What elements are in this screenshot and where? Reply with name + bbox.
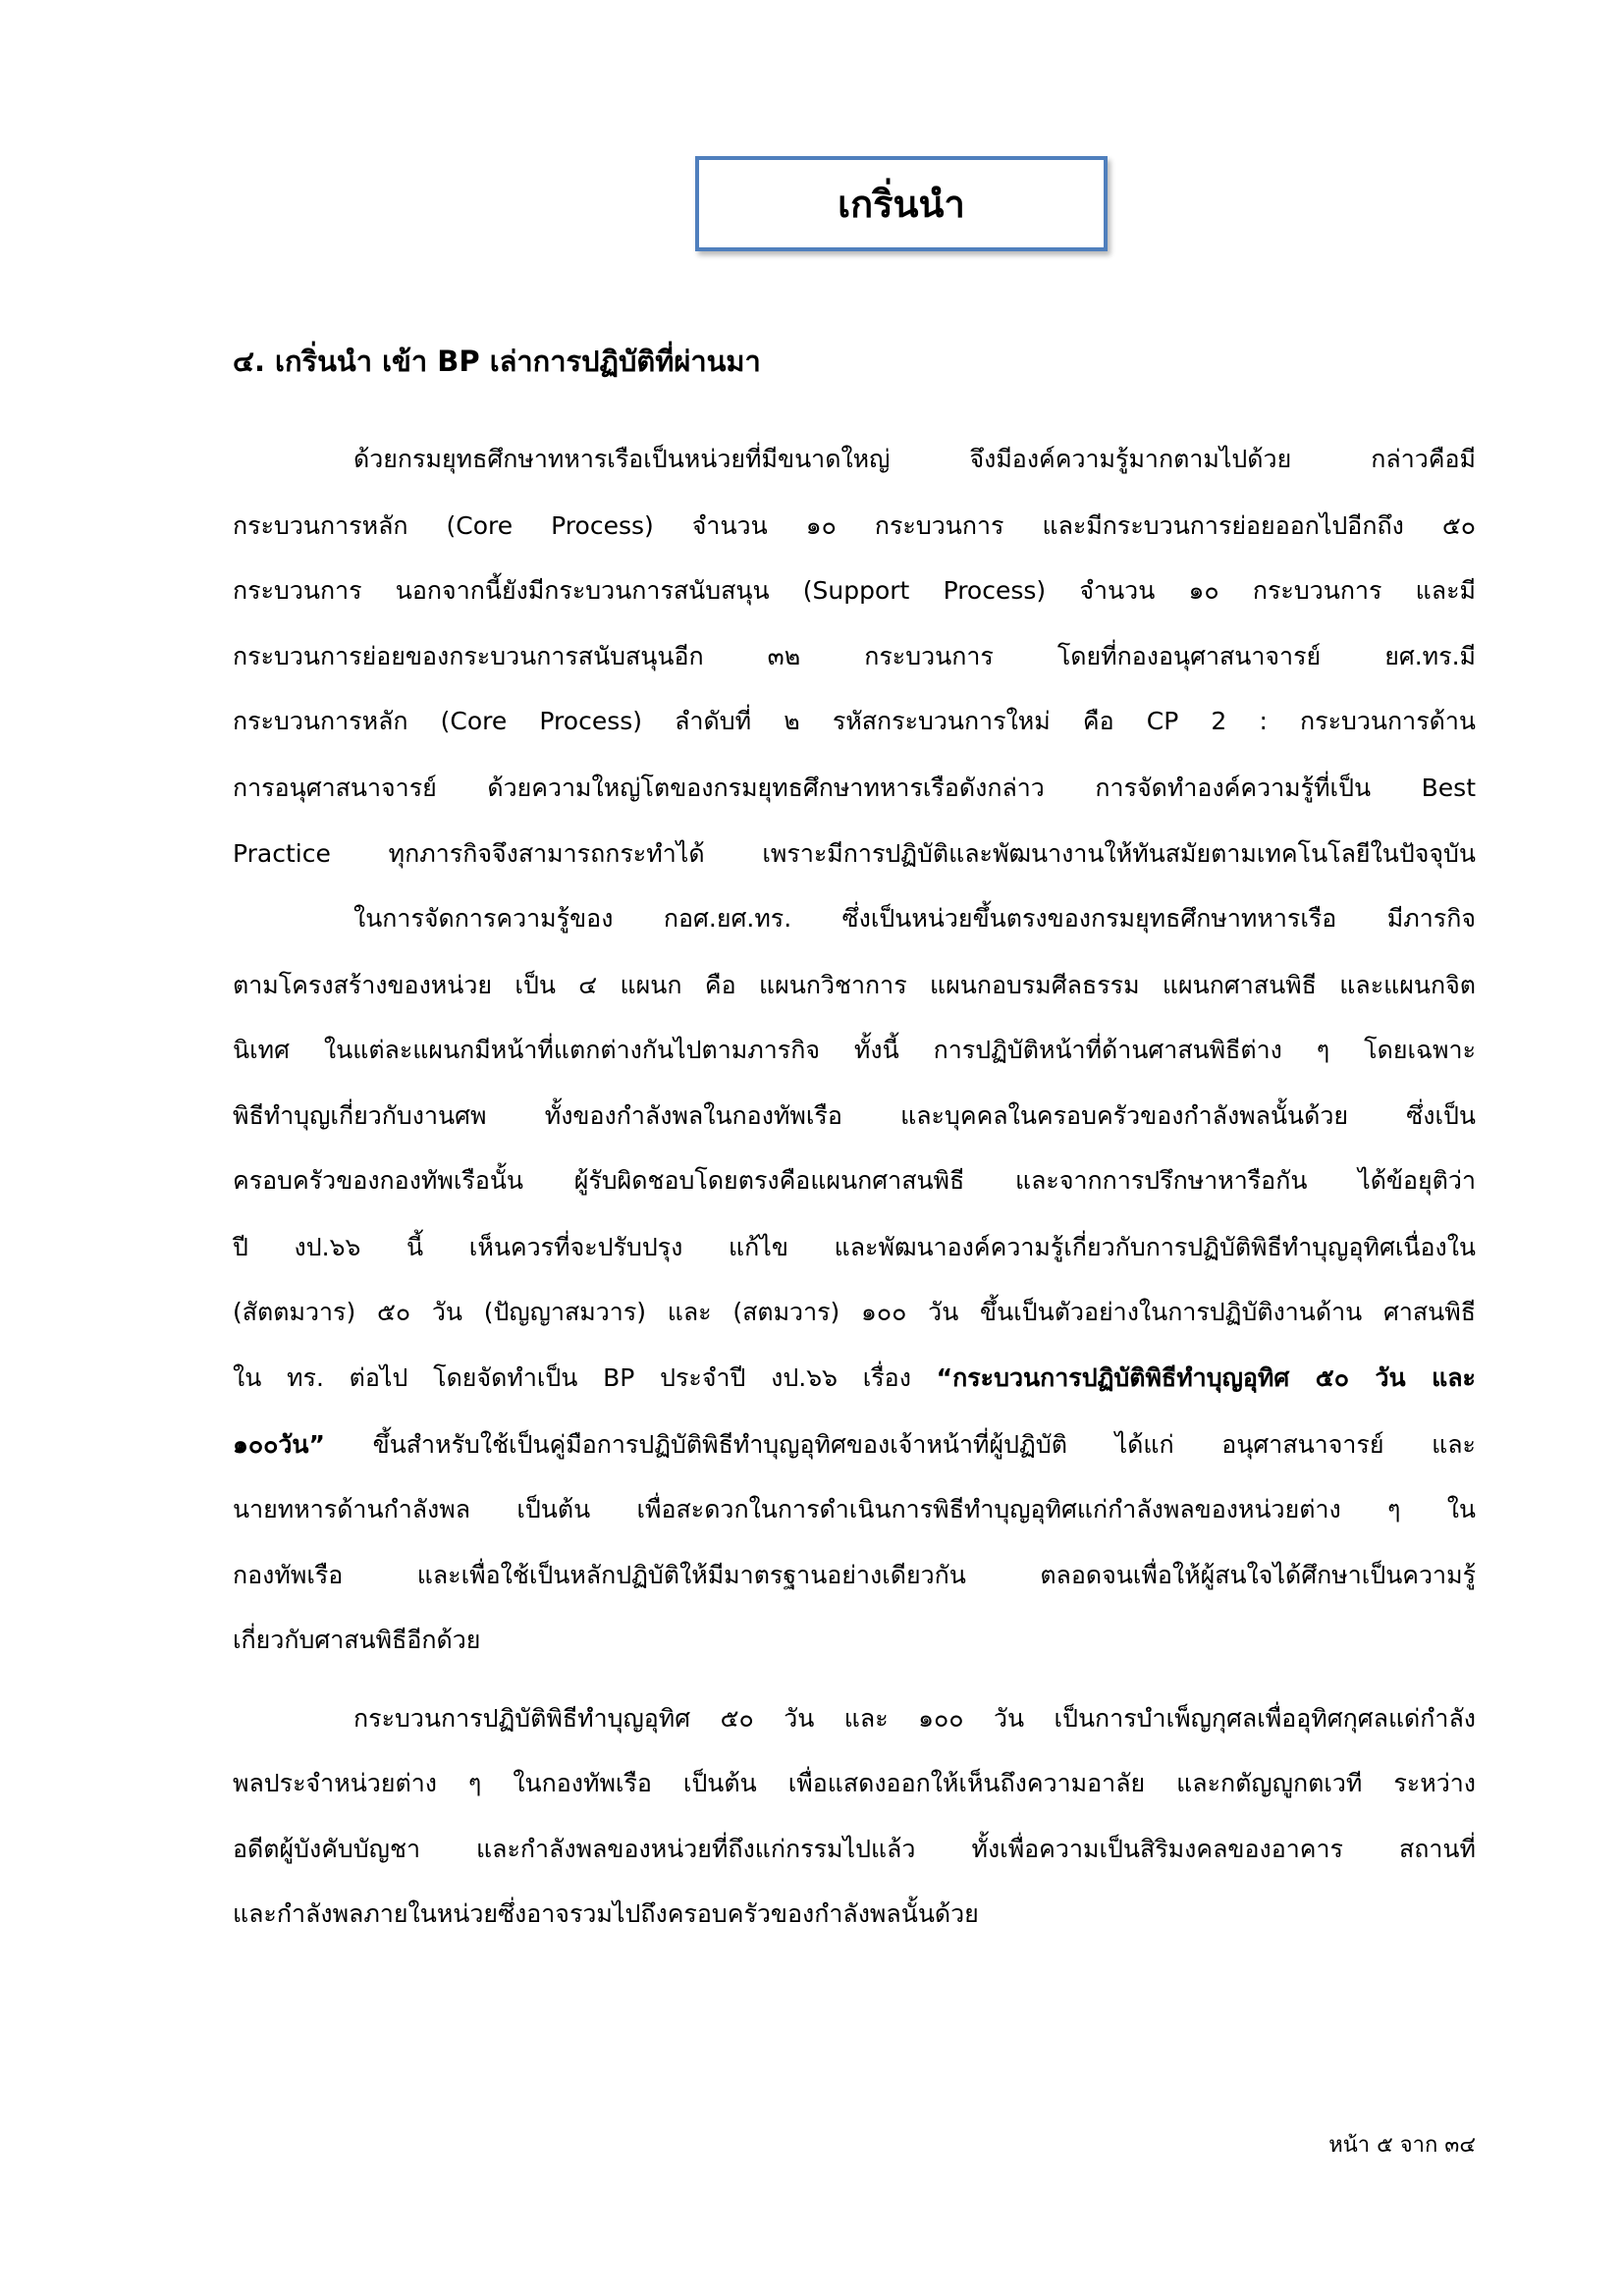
body-line: กระบวนการปฏิบัติพิธีทำบุญอุทิศ ๕๐ วัน และ ๑๐๐ วัน เป็นการบำเพ็ญกุศลเพื่ออุทิศกุศลแด่กำลัง (353, 1704, 1476, 1733)
body-line: ด้วยกรมยุทธศึกษาทหารเรือเป็นหน่วยที่มีขนาดใหญ่ จึงมีองค์ความรู้มากตามไปด้วย กล่าวคือมี (353, 445, 1476, 473)
page-title: เกริ่นนำ (838, 182, 965, 226)
body-line: พลประจำหน่วยต่าง ๆ ในกองทัพเรือ เป็นต้น เพื่อแสดงออกให้เห็นถึงความอาลัย และกตัญญูกตเวที ระหว่าง (233, 1769, 1476, 1797)
bp-title-emphasis: “กระบวนการปฏิบัติพิธีทำบุญอุทิศ ๕๐ วัน และ (936, 1363, 1476, 1392)
body-line: ในการจัดการความรู้ของ กอศ.ยศ.ทร. ซึ่งเป็นหน่วยขึ้นตรงของกรมยุทธศึกษาทหารเรือ มีภารกิจ (353, 904, 1476, 933)
body-line (233, 1345, 1476, 1411)
body-line: การอนุศาสนาจารย์ ด้วยความใหญ่โตของกรมยุทธศึกษาทหารเรือดังกล่าว การจัดทำองค์ความรู้ที่เป็น Best (233, 774, 1476, 802)
body-line: อดีตผู้บังคับบัญชา และกำลังพลของหน่วยที่ถึงแก่กรรมไปแล้ว ทั้งเพื่อความเป็นสิริมงคลของอาคาร สถานที่ (233, 1835, 1476, 1863)
body-line: ตามโครงสร้างของหน่วย เป็น ๔ แผนก คือ แผนกวิชาการ แผนกอบรมศีลธรรม แผนกศาสนพิธี และแผนกจิต (233, 971, 1476, 999)
body-line: พิธีทำบุญเกี่ยวกับงานศพ ทั้งของกำลังพลในกองทัพเรือ และบุคคลในครอบครัวของกำลังพลนั้นด้วย ซึ่งเป็น (233, 1101, 1476, 1130)
body-line: Practice ทุกภารกิจจึงสามารถกระทำได้ เพราะมีการปฏิบัติและพัฒนางานให้ทันสมัยตามเทคโนโลยีในปัจจุบัน (233, 839, 1476, 868)
body-text: ขึ้นสำหรับใช้เป็นคู่มือการปฏิบัติพิธีทำบุญอุทิศของเจ้าหน้าที่ผู้ปฏิบัติ ได้แก่ อนุศาสนาจารย์ และ (324, 1430, 1476, 1459)
body-line: กระบวนการ นอกจากนี้ยังมีกระบวนการสนับสนุน (Support Process) จำนวน ๑๐ กระบวนการ และมี (233, 576, 1476, 605)
body-line: ครอบครัวของกองทัพเรือนั้น ผู้รับผิดชอบโดยตรงคือแผนกศาสนพิธี และจากการปรึกษาหารือกัน ได้ข้อยุติว่า (233, 1166, 1476, 1195)
section-heading: ๔. เกริ่นนำ เข้า BP เล่าการปฏิบัติที่ผ่านมา (233, 345, 761, 378)
title-box (695, 156, 1108, 251)
body-line (233, 1412, 1476, 1477)
body-line: เกี่ยวกับศาสนพิธีอีกด้วย (233, 1626, 481, 1654)
body-line: กระบวนการหลัก (Core Process) ลำดับที่ ๒ รหัสกระบวนการใหม่ คือ CP 2 : กระบวนการด้าน (233, 707, 1476, 735)
bp-title-emphasis: ๑๐๐วัน” (233, 1430, 325, 1459)
body-line: นายทหารด้านกำลังพล เป็นต้น เพื่อสะดวกในการดำเนินการพิธีทำบุญอุทิศแก่กำลังพลของหน่วยต่าง ๆ ใน (233, 1495, 1476, 1523)
body-text: ใน ทร. ต่อไป โดยจัดทำเป็น BP ประจำปี งป.๖๖ เรื่อง (233, 1363, 937, 1392)
body-line: และกำลังพลภายในหน่วยซึ่งอาจรวมไปถึงครอบครัวของกำลังพลนั้นด้วย (233, 1899, 979, 1928)
body-line: ปี งป.๖๖ นี้ เห็นควรที่จะปรับปรุง แก้ไข และพัฒนาองค์ความรู้เกี่ยวกับการปฏิบัติพิธีทำบุญอุทิศเนื่องใน (233, 1233, 1476, 1261)
body-line: กองทัพเรือ และเพื่อใช้เป็นหลักปฏิบัติให้มีมาตรฐานอย่างเดียวกัน ตลอดจนเพื่อให้ผู้สนใจได้ศึกษาเป็นความรู้ (233, 1561, 1476, 1589)
page-number: หน้า ๕ จาก ๓๔ (1328, 2133, 1476, 2158)
body-line: นิเทศ ในแต่ละแผนกมีหน้าที่แตกต่างกันไปตามภารกิจ ทั้งนี้ การปฏิบัติหน้าที่ด้านศาสนพิธีต่าง ๆ โดยเฉพาะ (233, 1036, 1476, 1064)
body-line: (สัตตมวาร) ๕๐ วัน (ปัญญาสมวาร) และ (สตมวาร) ๑๐๐ วัน ขึ้นเป็นตัวอย่างในการปฏิบัติงานด้าน ศาสนพิธี (233, 1298, 1476, 1326)
body-line: กระบวนการย่อยของกระบวนการสนับสนุนอีก ๓๒ กระบวนการ โดยที่กองอนุศาสนาจารย์ ยศ.ทร.มี (233, 642, 1476, 670)
body-line: กระบวนการหลัก (Core Process) จำนวน ๑๐ กระบวนการ และมีกระบวนการย่อยออกไปอีกถึง ๕๐ (233, 511, 1476, 540)
